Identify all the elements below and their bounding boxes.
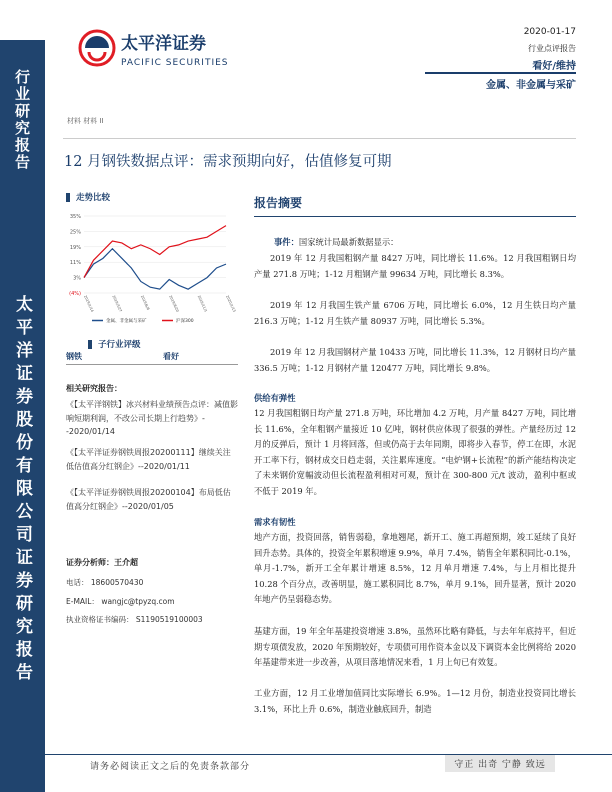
trend-chart: [66, 208, 246, 332]
related-report-item[interactable]: 《【太平洋证券钢铁周报20200104】布局低估值高分红钢企》--2020/01/05: [66, 488, 231, 511]
industry-rating: 看好/维持: [532, 61, 576, 72]
analyst-email[interactable]: E-MAIL： wangjc@tpyzq.com: [66, 597, 175, 606]
sidebar: [0, 0, 45, 792]
real-estate-paragraph: 地产方面，投资回落，销售弱稳，拿地翘尾，新开工、施工再超预期，竣工延续了良好回升态势。具体的，投资全年累积增速 9.9%，单月 7.4%，销售全年累积同比-0.1%，单月-1.7%，新开工全年累计增速 8.5%，12 月单月增速 7.4%，与上月相比提升 10.28 个百分点，改善明显，施工累积同比 8.7%，单月 9.1%，回升显著，预计 2020 年地产仍呈弱稳态势。: [254, 532, 576, 605]
company-motto: 守正 出奇 宁静 致远: [445, 755, 555, 772]
trend-section-heading: [66, 191, 110, 203]
section-marker: [88, 340, 92, 349]
series-line: [84, 249, 226, 289]
related-reports-heading: 相关研究报告：: [66, 384, 122, 393]
crude-steel-paragraph: 2019 年 12 月我国粗钢产量 8427 万吨，同比增长 11.6%。12 月我国粗钢日均产量 271.8 万吨；1-12 月粗钢产量 99634 万吨，同比增长 8.3%。: [254, 253, 576, 279]
supply-paragraph: 12 月我国粗钢日均产量 271.8 万吨，环比增加 4.2 万吨，月产量 8427 万吨，同比增长 11.6%，全年粗钢产量接近 10 亿吨，钢材供应体现了很强的弹性。产量经历过 12 月的反弹后，预计 1 月将回落，但或仍高于去年同期，即将步入春节，停工在即，水泥开工率下行，钢材成交日趋走弱，关注累库速度。“电炉钢+长流程”的新产能结构决定了未来钢价宽幅波动但长流程盈利相对可观，预计在 300-800 元/t 波动，盈利中枢或不低于 2019 年。: [254, 408, 576, 496]
sidebar-company-label: 太平洋证券股份有限公司证券研究报告: [12, 294, 32, 686]
industry-name: 金属、非金属与采矿: [486, 80, 576, 91]
event-line: [274, 235, 576, 251]
supply-subheading: 供给有弹性: [254, 393, 296, 403]
rating-row-industry: 钢铁: [66, 352, 82, 361]
y-tick-label: 19%: [69, 244, 81, 251]
series-line: [84, 226, 226, 278]
steel-products-paragraph: 2019 年 12 月我国钢材产量 10433 万吨，同比增长 11.3%，12 月钢材日均产量 336.5 万吨；1-12 月钢材产量 120477 万吨，同比增长 9.8%。: [254, 347, 576, 373]
x-tick-label: 2019/11/1: [196, 294, 208, 313]
event-text: 国家统计局最新数据显示：: [298, 237, 399, 247]
summary-heading: 报告摘要: [254, 196, 303, 210]
x-tick-label: 2019/3/27: [111, 294, 123, 313]
sidebar-bottom-band: [0, 200, 45, 792]
breadcrumb: 材料 材料 II: [67, 117, 104, 125]
x-tick-label: 2019/6/8: [139, 294, 151, 311]
chart-x-ticks: [83, 295, 236, 314]
logo-en-text: PACIFIC SECURITIES: [121, 58, 229, 68]
title-divider: [63, 138, 576, 139]
analyst-phone: 电话： 18600570430: [66, 578, 144, 587]
rating-heading-text: 子行业评级: [98, 340, 141, 350]
section-marker: [66, 193, 70, 202]
x-tick-label: 2019/8/20: [168, 294, 180, 313]
related-report-item[interactable]: 《【太平洋证券钢铁周报20200111】继续关注低估值高分红钢企》--2020/01/11: [66, 448, 231, 471]
rating-divider: [66, 364, 238, 365]
y-tick-label: 11%: [69, 260, 81, 267]
sidebar-report-category: 行业研究报告: [13, 69, 31, 171]
company-logo: [77, 24, 247, 74]
industry-paragraph: 工业方面，12 月工业增加值同比实际增长 6.9%。1—12 月份，制造业投资同比增长 3.1%，环比上升 0.6%，制造业触底回升，制造: [254, 688, 576, 714]
rating-row-value: 看好: [163, 352, 179, 361]
y-tick-label: 25%: [69, 229, 81, 236]
logo-cn-text: 太平洋证券: [121, 34, 206, 54]
chart-series-lines: [84, 226, 226, 290]
demand-subheading: 需求有韧性: [254, 517, 296, 527]
y-tick-label: 35%: [69, 214, 81, 220]
disclaimer-text: 请务必阅读正文之后的免责条款部分: [90, 762, 251, 772]
sidebar-top-band: [0, 40, 45, 200]
legend-label: 沪深300: [176, 319, 194, 324]
trend-heading-text: 走势比较: [76, 193, 111, 203]
chart-y-ticks: [69, 214, 81, 297]
page-title: 12 月钢铁数据点评：需求预期向好，估值修复可期: [64, 154, 392, 170]
pacific-logo-icon: [77, 24, 247, 74]
x-tick-label: 2019/1/14: [83, 294, 95, 313]
x-tick-label: 2020/1/13: [225, 294, 237, 313]
summary-divider: [254, 216, 576, 217]
report-date: 2020-01-17: [523, 27, 576, 37]
related-report-item[interactable]: 《【太平洋钢铁】冰兴材料业绩预告点评：减值影响短期利润，不改公司长期上行趋势》--2020/01/14: [66, 400, 238, 436]
legend-label: 金属、非金属与采矿: [106, 319, 147, 324]
analyst-cert-number: 执业资格证书编码： S1190519100003: [66, 615, 203, 624]
chart-grid: [84, 216, 226, 293]
y-tick-label: 3%: [73, 275, 81, 282]
event-label: 事件：: [274, 237, 299, 247]
chart-legend: [92, 317, 194, 324]
analyst-heading: 证券分析师：王介超: [66, 558, 138, 567]
y-tick-label: (4%): [69, 291, 81, 297]
infrastructure-paragraph: 基建方面，19 年全年基建投资增速 3.8%，虽然环比略有降低，与去年年底持平，但近期专项债发放，2020 年预期较好，专项债可用作资本金以及下调资本金比例将给 2020 年基建带来进一步改善，从项目落地情况来看，1 月上旬已有效复。: [254, 626, 576, 668]
pig-iron-paragraph: 2019 年 12 月我国生铁产量 6706 万吨，同比增长 6.0%，12 月生铁日均产量 216.3 万吨；1-12 月生铁产量 80937 万吨，同比增长 5.3%。: [254, 300, 576, 326]
sub-industry-rating-heading: [88, 338, 141, 350]
report-type: 行业点评报告: [528, 44, 576, 53]
header-divider: [425, 72, 576, 74]
